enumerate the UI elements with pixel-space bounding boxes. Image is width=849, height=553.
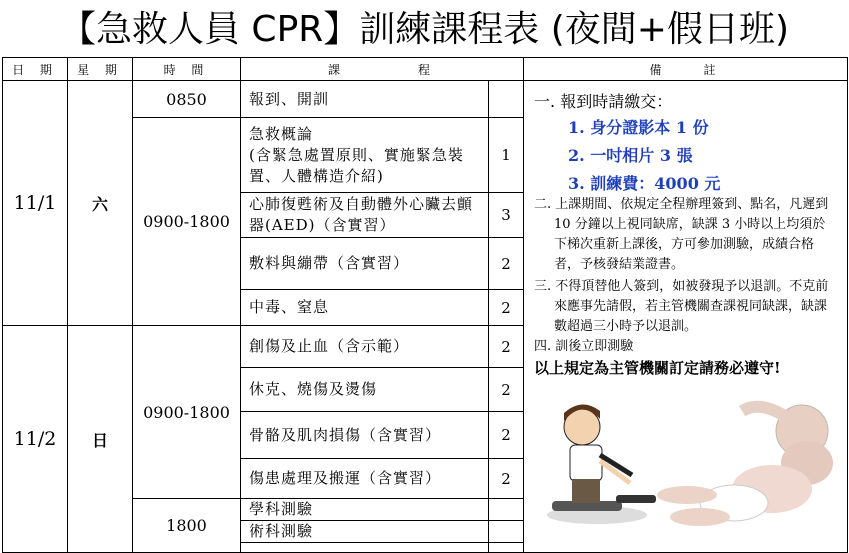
day2-course-2: 休克、燒傷及燙傷 [241, 368, 489, 412]
day1-class-time: 0900-1800 [133, 118, 241, 326]
day2-hours-4: 2 [489, 459, 524, 499]
day2-course-3: 骨骼及肌肉損傷（含實習） [241, 412, 489, 459]
header-notes: 備 註 [524, 58, 848, 81]
day2-date: 11/2 [3, 326, 68, 553]
day1-weekday: 六 [68, 81, 133, 326]
fee-item-3: 3. 訓練費：4000 元 [568, 174, 721, 193]
day1-course-3: 敷料與繃帶（含實習） [241, 238, 489, 290]
day1-hours-2: 3 [489, 193, 524, 238]
day2-exam-1: 學科測驗 [241, 499, 489, 521]
day2-exam-2: 術科測驗 [241, 521, 489, 543]
note-item-2: 二. 上課期間、依規定全程辦理簽到、點名，凡遲到 10 分鐘以上視同缺席，缺課 3 小時以上均須於下梯次重新上課後，方可參加測驗，成績合格者，予核發結業證書。 [534, 197, 829, 272]
notes-cell [524, 81, 848, 553]
day2-exam-1-hours [489, 499, 524, 521]
day1-date: 11/1 [3, 81, 68, 326]
day1-course-1: 急救概論 (含緊急處置原則、實施緊急裝置、人體構造介紹) [241, 118, 489, 193]
infant-manikin-illustration [642, 391, 842, 531]
day2-course-4: 傷患處理及搬運（含實習） [241, 459, 489, 499]
header-time: 時 間 [133, 58, 241, 81]
day2-weekday: 日 [68, 326, 133, 553]
day2-hours-2: 2 [489, 368, 524, 412]
day1-checkin-time: 0850 [133, 81, 241, 118]
note-item-3: 三. 不得頂替他人簽到，如被發現予以退訓。不克前來應事先請假，若主管機關查課視同缺課，缺課數超過三小時予以退訓。 [534, 279, 829, 334]
fee-item-2: 2. 一吋相片 3 張 [568, 146, 693, 165]
day1-checkin-hours [489, 81, 524, 118]
page-title: 【急救人員 CPR】訓練課程表 (夜間+假日班) [59, 9, 789, 50]
day2-hours-3: 2 [489, 412, 524, 459]
fee-item-1: 1. 身分證影本 1 份 [568, 118, 709, 137]
header-date: 日 期 [3, 58, 68, 81]
day2-hours-1: 2 [489, 326, 524, 368]
header-weekday: 星 期 [68, 58, 133, 81]
note-item-1: 一. 報到時請繳交： [534, 92, 673, 111]
day2-exam-2-hours [489, 521, 524, 543]
day2-course-1: 創傷及止血（含示範） [241, 326, 489, 368]
warning-text: 以上規定為主管機關訂定請務必遵守! [534, 359, 781, 377]
day1-course-4: 中毒、窒息 [241, 290, 489, 326]
day2-class-time: 0900-1800 [133, 326, 241, 499]
day2-exam-filler-hours [489, 543, 524, 553]
day2-exam-time: 1800 [133, 499, 241, 553]
day1-hours-1: 1 [489, 118, 524, 193]
note-item-4: 四. 訓後立即測驗 [534, 339, 634, 354]
schedule-table [2, 57, 848, 553]
header-course: 課 程 [241, 58, 524, 81]
day1-hours-3: 2 [489, 238, 524, 290]
day1-course-2: 心肺復甦術及自動體外心臟去顫器(AED)（含實習） [241, 193, 489, 238]
day1-hours-4: 2 [489, 290, 524, 326]
day1-checkin-course: 報到、開訓 [241, 81, 489, 118]
day2-exam-filler [241, 543, 489, 553]
